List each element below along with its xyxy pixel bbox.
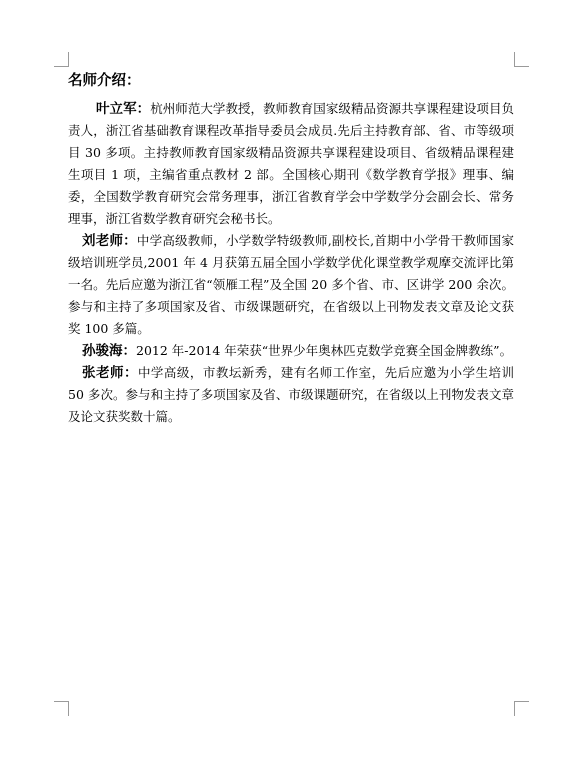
teacher-bio: 中学高级教师，小学数学特级教师,副校长,首期中小学骨干教师国家级培训班学员,2001 年 4 月获第五届全国小学数学优化课堂教学观摩交流评比第一名。先后应邀为浙江省“领雁工程”及全国 20 多个省、市、区讲学 200 余次。参与和主持了多项国家及省、市级课题研究，在省级以上刊物发表文章及论文获奖 100 多篇。	[68, 233, 514, 336]
crop-mark-bottom-left	[54, 701, 69, 716]
document-body	[68, 70, 514, 428]
teacher-paragraph	[68, 340, 514, 362]
teacher-bio: 杭州师范大学教授，教师教育国家级精品资源共享课程建设项目负责人，浙江省基础教育课程改革指导委员会成员.先后主持教育部、省、市等级项目 30 多项。主持教师教育国家级精品资源共享课程建设项目、省级精品课程建生项目 1 项，主编省重点教材 2 部。全国核心期刊《数学教育学报》理事、编委，全国数学教育研究会常务理事，浙江省教育学会中学数学分会副会长、常务理事，浙江省数学教育研究会秘书长。	[68, 101, 514, 226]
teacher-bio: 中学高级，市教坛新秀，建有名师工作室，先后应邀为小学生培训 50 多次。参与和主持了多项国家及省、市级课题研究，在省级以上刊物发表文章及论文获奖数十篇。	[68, 365, 514, 424]
teacher-name: 张老师：	[82, 365, 138, 381]
teacher-paragraph	[68, 362, 514, 428]
teacher-bio: 2012 年-2014 年荣获“世界少年奥林匹克数学竞赛全国金牌教练”。	[136, 343, 513, 358]
teacher-paragraph	[68, 230, 514, 340]
crop-mark-top-right	[514, 52, 529, 67]
teacher-name: 叶立军：	[96, 101, 151, 117]
section-heading: 名师介绍：	[68, 72, 141, 89]
teacher-name: 孙骏海：	[82, 343, 136, 359]
crop-mark-bottom-right	[514, 701, 529, 716]
crop-mark-top-left	[54, 52, 69, 67]
teacher-paragraph	[68, 98, 514, 230]
teacher-name: 刘老师：	[82, 233, 137, 249]
